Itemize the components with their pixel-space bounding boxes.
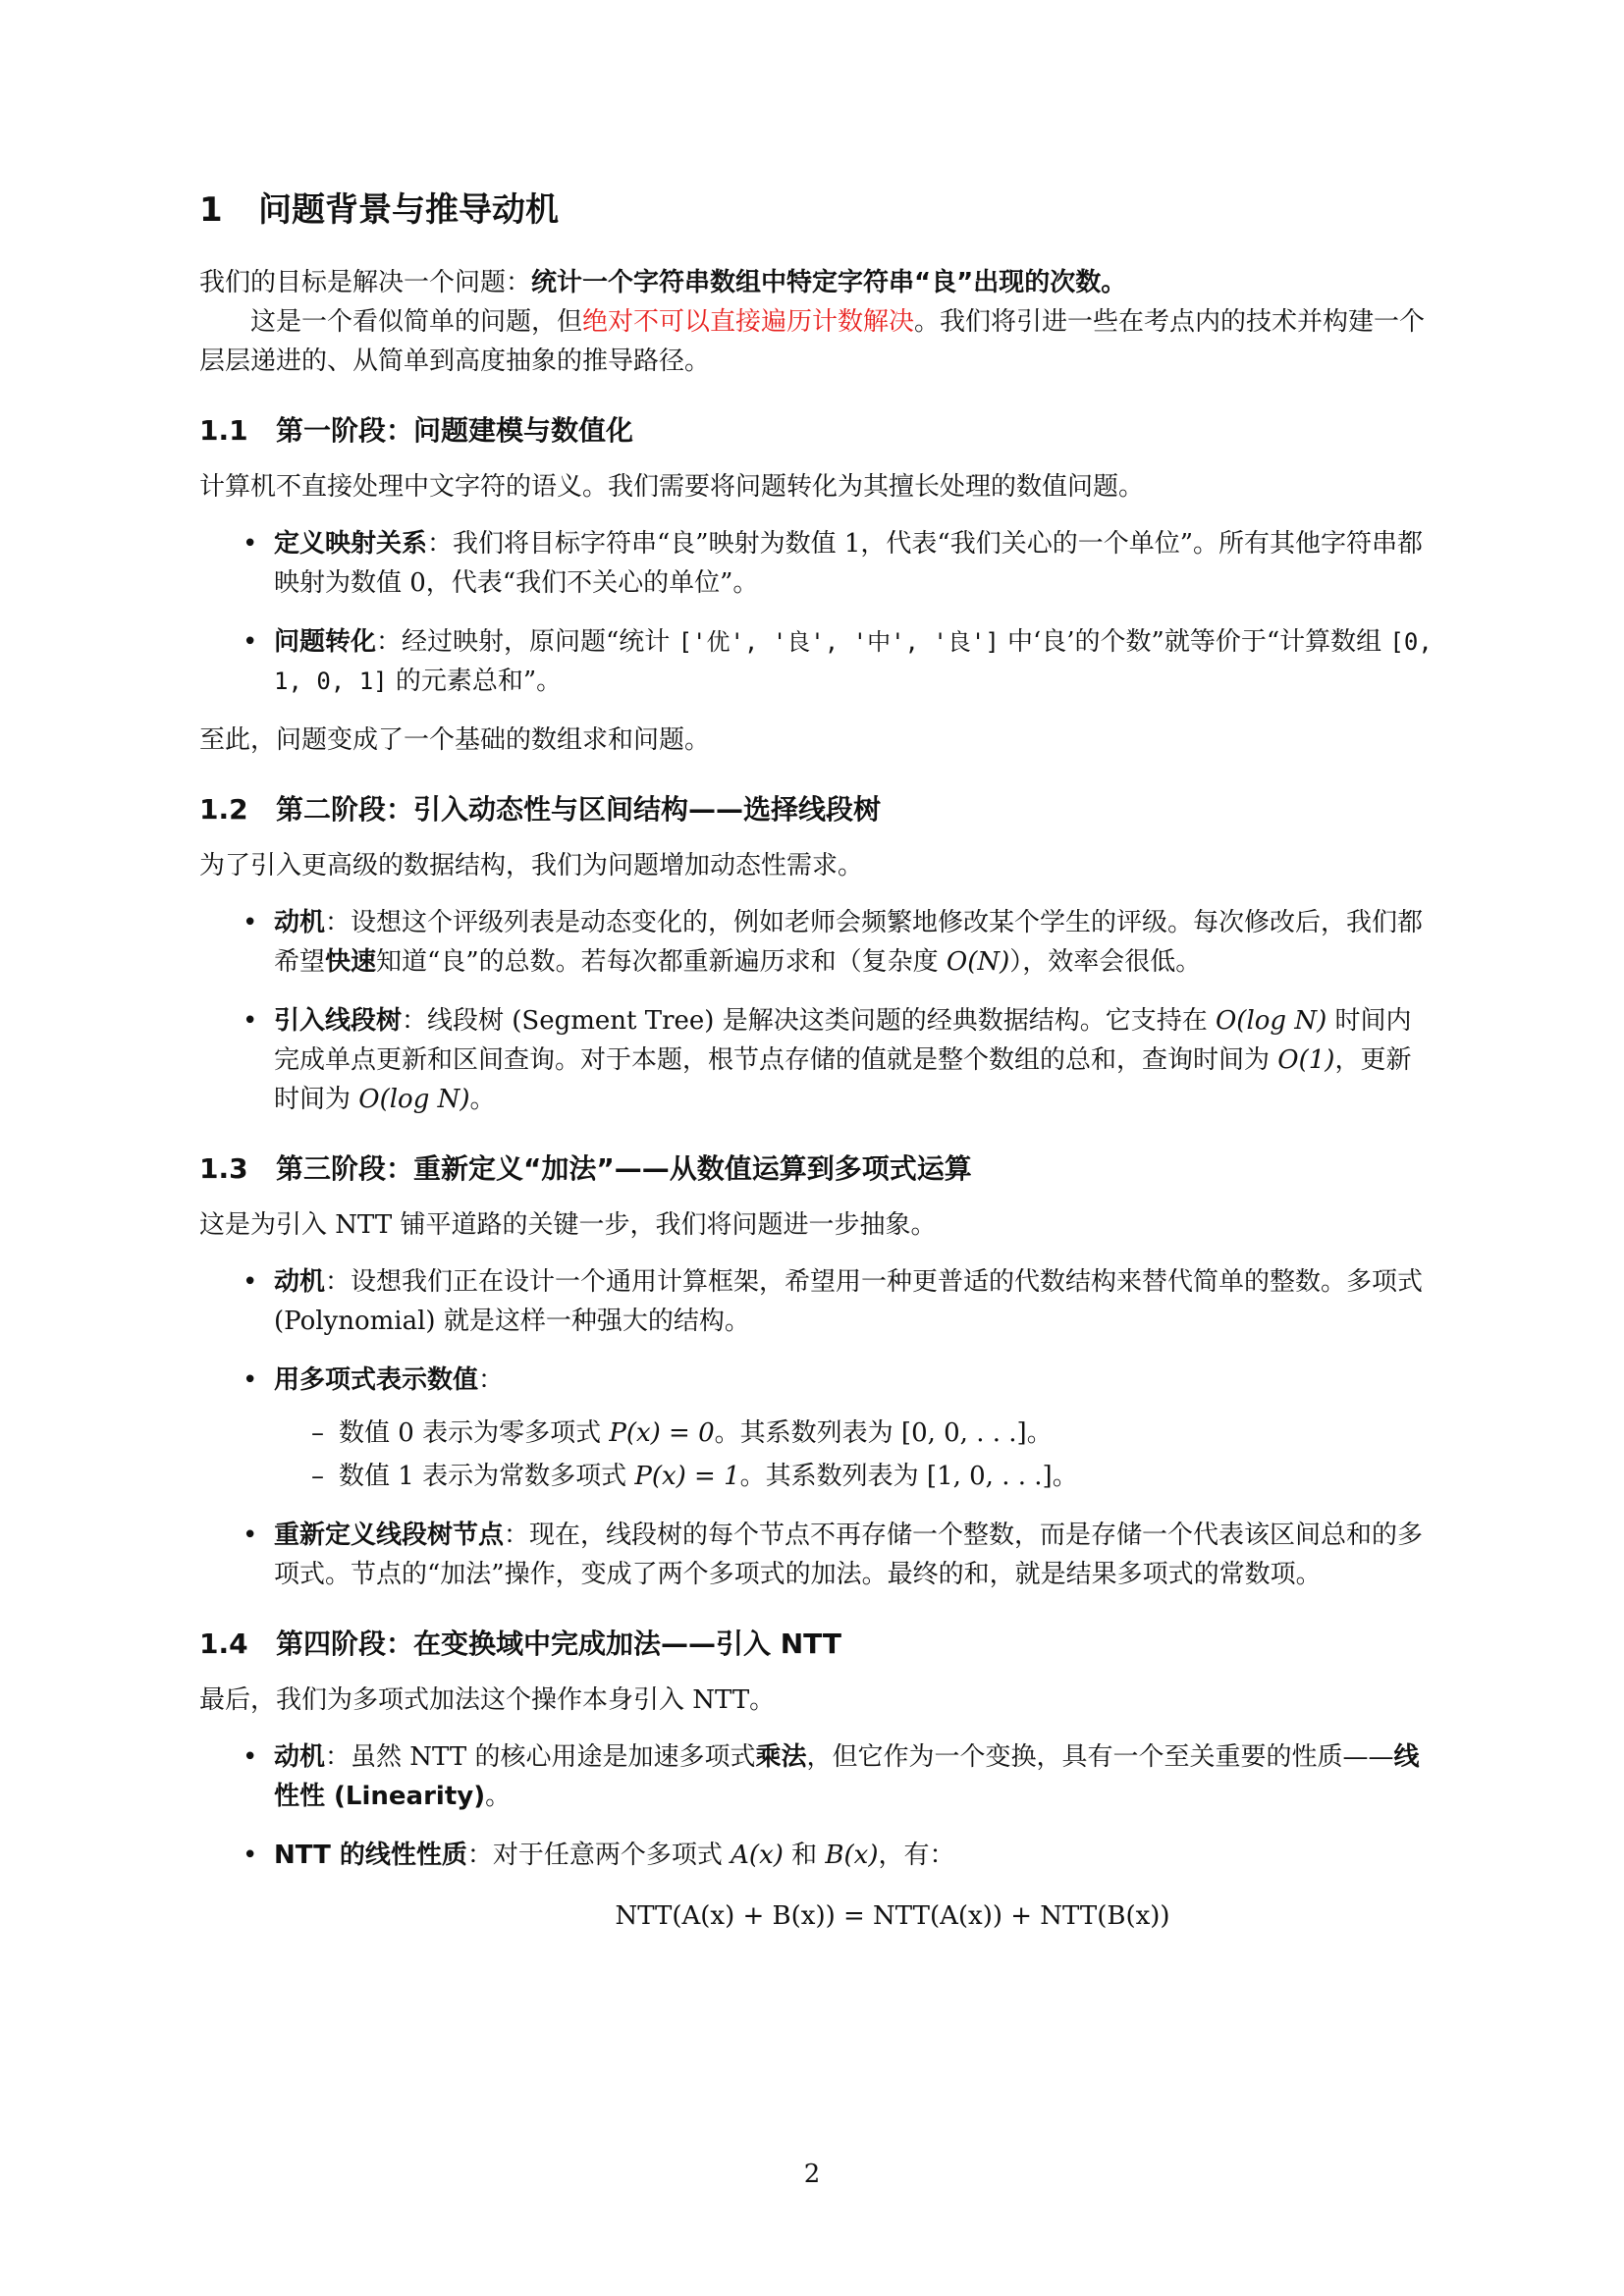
item-label: 引入线段树: [274, 1006, 403, 1036]
subsection-number: 1.4: [199, 1628, 248, 1660]
math-complexity: O(log N): [1215, 1006, 1327, 1036]
math-expression: B(x): [825, 1841, 879, 1870]
list-item: [199, 1836, 1436, 1936]
subsection-1-3-heading: [199, 1148, 1436, 1190]
item-text: ，但它作为一个变换，具有一个至关重要的性质——: [806, 1742, 1394, 1772]
code-array-strings: ['优', '良', '中', '良']: [677, 628, 1000, 656]
item-text: 知道“良”的总数。若每次都重新遍历求和（复杂度: [376, 947, 947, 977]
s13-paragraph: 这是为引入 NTT 铺平道路的关键一步，我们将问题进一步抽象。: [199, 1210, 937, 1240]
code-array-numbers: [0, 1, 0, 1]: [274, 628, 1433, 695]
item-text: 数值 1 表示为常数多项式: [339, 1462, 635, 1491]
item-text: 。: [485, 1782, 512, 1811]
subsection-1-4-heading: [199, 1624, 1436, 1665]
section-number: 1: [199, 190, 223, 230]
item-text: 。: [1026, 1418, 1053, 1448]
math-expression: P(x) = 0: [609, 1418, 715, 1448]
intro-text-3: 。我们将引进一些在考点内的技术并构建一个层层递进的、从简单到高度抽象的推导路径。: [199, 307, 1426, 376]
item-label: 动机: [274, 908, 326, 937]
sub-list-item: [274, 1414, 1436, 1453]
item-text: 。其系数列表为: [714, 1418, 901, 1448]
math-expression: A(x): [731, 1841, 784, 1870]
item-text: 。其系数列表为: [739, 1462, 927, 1491]
subsection-number: 1.3: [199, 1152, 248, 1185]
subsection-title: 第一阶段：问题建模与数值化: [276, 414, 634, 447]
s14-list: [199, 1737, 1436, 1936]
intro-red-warning: 绝对不可以直接遍历计数解决: [582, 307, 915, 337]
item-text: ：线段树 (Segment Tree) 是解决这类问题的经典数据结构。它支持在: [402, 1006, 1216, 1036]
item-label: 重新定义线段树节点: [274, 1521, 505, 1550]
subsection-title: 第三阶段：重新定义“加法”——从数值运算到多项式运算: [276, 1152, 972, 1185]
item-label: 问题转化: [274, 627, 377, 657]
section-heading: [199, 187, 1436, 234]
item-text: ：虽然 NTT 的核心用途是加速多项式: [325, 1742, 756, 1772]
item-text: ），效率会很低。: [1009, 947, 1202, 977]
item-bold: 快速: [325, 947, 377, 977]
subsection-title: 第二阶段：引入动态性与区间结构——选择线段树: [276, 793, 882, 826]
item-text: 中‘良’的个数”就等价于“计算数组: [999, 627, 1390, 657]
page-content: [199, 187, 1436, 1955]
intro-paragraph-1: [199, 263, 1436, 302]
subsection-1-1-heading: [199, 410, 1436, 452]
ntt-linearity-equation: NTT(A(x) + B(x)) = NTT(A(x)) + NTT(B(x)): [615, 1901, 1170, 1931]
section-title: 问题背景与推导动机: [258, 190, 559, 230]
s14-paragraph: 最后，我们为多项式加法这个操作本身引入 NTT。: [199, 1685, 776, 1715]
math-expression: P(x) = 1: [634, 1462, 740, 1491]
s13-list: [199, 1262, 1436, 1594]
subsection-number: 1.2: [199, 793, 248, 826]
math-complexity: O(log N): [358, 1085, 470, 1114]
item-text: 和: [783, 1841, 826, 1870]
s11-list: [199, 524, 1436, 701]
list-item: [199, 1361, 1436, 1496]
item-bold: 乘法: [755, 1742, 807, 1772]
item-text: 数值 0 表示为零多项式: [339, 1418, 610, 1448]
sub-list-item: [274, 1457, 1436, 1496]
item-label: NTT 的线性性质: [274, 1841, 467, 1870]
item-label: 动机: [274, 1267, 326, 1297]
item-text: ：对于任意两个多项式: [466, 1841, 731, 1870]
item-bold: 线性性 (Linearity): [274, 1742, 1420, 1811]
s12-paragraph: 为了引入更高级的数据结构，我们为问题增加动态性需求。: [199, 851, 864, 881]
item-text: ：设想这个评级列表是动态变化的，例如老师会频繁地修改某个学生的评级。每次修改后，我们都希望: [274, 908, 1424, 977]
math-coeff-list: [1, 0, . . .]: [926, 1462, 1053, 1491]
subsection-title: 第四阶段：在变换域中完成加法——引入 NTT: [276, 1628, 842, 1660]
intro-bold-goal: 统计一个字符串数组中特定字符串“良”出现的次数。: [531, 268, 1127, 297]
intro-text: 我们的目标是解决一个问题：: [199, 268, 532, 297]
subsection-number: 1.1: [199, 414, 248, 447]
item-text: ：: [478, 1365, 505, 1395]
list-item: [199, 903, 1436, 982]
item-text: 的元素总和”。: [387, 667, 563, 696]
item-text: 。: [1052, 1462, 1078, 1491]
subsection-1-2-heading: [199, 789, 1436, 830]
item-text: ：现在，线段树的每个节点不再存储一个整数，而是存储一个代表该区间总和的多项式。节点的“加法”操作，变成了两个多项式的加法。最终的和，就是结果多项式的常数项。: [274, 1521, 1424, 1589]
item-text: ，有：: [878, 1841, 955, 1870]
item-text: 时间内完成单点更新和区间查询。对于本题，根节点存储的值就是整个数组的总和，查询时间为: [274, 1006, 1412, 1075]
s11-conclusion: 至此，问题变成了一个基础的数组求和问题。: [199, 725, 711, 755]
list-item: [199, 1516, 1436, 1594]
list-item: [199, 1262, 1436, 1341]
s11-paragraph: 计算机不直接处理中文字符的语义。我们需要将问题转化为其擅长处理的数值问题。: [199, 472, 1145, 502]
intro-text-2: 这是一个看似简单的问题，但: [250, 307, 583, 337]
list-item: [199, 524, 1436, 603]
item-text: ：我们将目标字符串“良”映射为数值 1，代表“我们关心的一个单位”。所有其他字符串都映射为数值 0，代表“我们不关心的单位”。: [274, 529, 1423, 598]
sub-list: [274, 1414, 1436, 1496]
item-label: 动机: [274, 1742, 326, 1772]
item-text: ，更新时间为: [274, 1045, 1412, 1114]
list-item: [199, 1001, 1436, 1119]
page-number: 2: [803, 2160, 821, 2189]
item-text: ：经过映射，原问题“统计: [376, 627, 678, 657]
math-coeff-list: [0, 0, . . .]: [900, 1418, 1027, 1448]
intro-paragraph-2: [199, 302, 1436, 381]
item-text: ：设想我们正在设计一个通用计算框架，希望用一种更普适的代数结构来替代简单的整数。多项式 (Polynomial) 就是这样一种强大的结构。: [274, 1267, 1424, 1336]
item-label: 定义映射关系: [274, 529, 428, 559]
item-text: 。: [469, 1085, 496, 1114]
item-label: 用多项式表示数值: [274, 1365, 479, 1395]
s12-list: [199, 903, 1436, 1119]
list-item: [199, 622, 1436, 701]
math-complexity: O(N): [946, 947, 1010, 977]
math-complexity: O(1): [1277, 1045, 1335, 1075]
list-item: [199, 1737, 1436, 1816]
